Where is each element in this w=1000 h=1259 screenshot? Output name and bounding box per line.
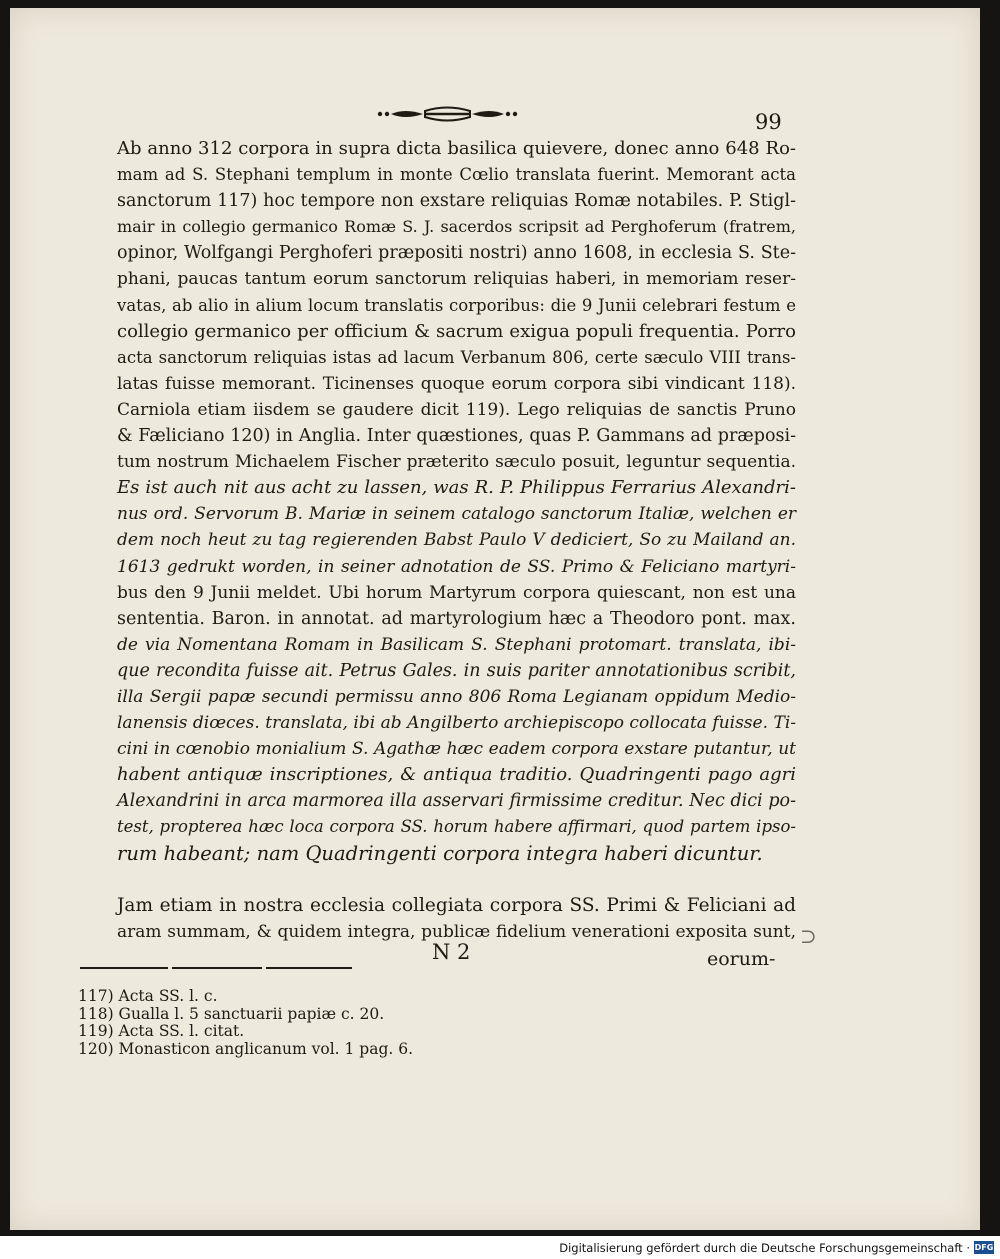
text-line: Alexandrini in arca marmorea illa asservari firmissime creditur. Nec dici po-: [117, 791, 796, 812]
text-line: vatas, ab alio in alium locum translatis corporibus: die 9 Junii celebrari festum e: [117, 295, 796, 315]
text-line: bus den 9 Junii meldet. Ubi horum Martyrum corpora quiescant, non est una: [117, 582, 796, 603]
text-line: rum habeant; nam Quadringenti corpora integra haberi dicuntur.: [117, 841, 763, 865]
text-line: acta sanctorum reliquias istas ad lacum Verbanum 806, certe sæculo VIII trans-: [117, 347, 796, 367]
text-line: que recondita fuisse ait. Petrus Gales. in suis pariter annotationibus scribit,: [117, 660, 796, 681]
text-line: latas fuisse memorant. Ticinenses quoque eorum corpora sibi vindicant 118).: [117, 373, 796, 394]
catchword: eorum-: [707, 948, 776, 970]
text-line: Carniola etiam iisdem se gaudere dicit 119). Lego reliquias de sanctis Pruno: [117, 399, 796, 420]
footnote: 120) Monasticon anglicanum vol. 1 pag. 6.: [78, 1039, 414, 1058]
text-line: aram summam, & quidem integra, publicæ fidelium venerationi exposita sunt,: [117, 921, 796, 942]
text-line: de via Nomentana Romam in Basilicam S. Stephani protomart. translata, ibi-: [117, 634, 796, 655]
footer-credit: Digitalisierung gefördert durch die Deutsche Forschungsgemeinschaft ·: [559, 1241, 970, 1255]
text-line: Ab anno 312 corpora in supra dicta basilica quievere, donec anno 648 Ro-: [117, 138, 796, 159]
margin-mark: ⊃: [800, 924, 817, 948]
text-line: sententia. Baron. in annotat. ad martyrologium hæc a Theodoro pont. max.: [117, 608, 796, 629]
page-number: 99: [755, 110, 782, 134]
text-line: sanctorum 117) hoc tempore non exstare reliquias Romæ notabiles. P. Stigl-: [117, 191, 796, 212]
footnote: 118) Gualla l. 5 sanctuarii papiæ c. 20.: [78, 1004, 385, 1023]
text-line: habent antiquæ inscriptiones, & antiqua traditio. Quadringenti pago agri: [117, 764, 796, 786]
paragraph-gap: [117, 867, 796, 893]
text-line: illa Sergii papæ secundi permissu anno 806 Roma Legianam oppidum Medio-: [117, 686, 796, 707]
text-line: dem noch heut zu tag regierenden Babst Paulo V dediciert, So zu Mailand an.: [117, 530, 796, 551]
text-line: test, propterea hæc loca corpora SS. horum habere affirmari, quod partem ipso-: [117, 817, 796, 837]
text-line: phani, paucas tantum eorum sanctorum reliquias haberi, in memoriam reser-: [117, 269, 796, 290]
text-line: mair in collegio germanico Romæ S. J. sacerdos scripsit ad Perghoferum (fratrem,: [117, 217, 796, 237]
text-line: collegio germanico per officium & sacrum exigua populi frequentia. Porro: [117, 320, 796, 342]
text-line: nus ord. Servorum B. Mariæ in seinem catalogo sanctorum Italiæ, welchen er: [117, 504, 796, 525]
signature-mark: N 2: [432, 940, 471, 964]
dfg-logo-icon: DFG: [974, 1243, 994, 1252]
footnote-rule-1: [80, 967, 168, 969]
text-line: 1613 gedrukt worden, in seiner adnotation de SS. Primo & Feliciano martyri-: [117, 556, 796, 577]
footnotes: [78, 988, 413, 1058]
text-line: opinor, Wolfgangi Perghoferi præpositi nostri) anno 1608, in ecclesia S. Ste-: [117, 243, 796, 264]
footnote-rule-3: [266, 967, 352, 969]
text-line: Jam etiam in nostra ecclesia collegiata corpora SS. Primi & Feliciani ad: [117, 894, 796, 916]
main-text: [117, 136, 796, 945]
text-line: Es ist auch nit aus acht zu lassen, was R. P. Philippus Ferrarius Alexandri-: [117, 477, 796, 499]
text-line: cini in cœnobio monialium S. Agathæ hæc eadem corpora exstare putantur, ut: [117, 739, 796, 760]
text-line: tum nostrum Michaelem Fischer præterito sæculo posuit, leguntur sequentia.: [117, 452, 796, 473]
footnote: 119) Acta SS. l. citat.: [78, 1022, 245, 1040]
text-line: lanensis diœces. translata, ibi ab Angilberto archiepiscopo collocata fuisse. Ti-: [117, 713, 796, 734]
footnote-rule-2: [172, 967, 262, 969]
text-line: & Fæliciano 120) in Anglia. Inter quæstiones, quas P. Gammans ad præposi-: [117, 426, 796, 447]
text-line: mam ad S. Stephani templum in monte Cœlio translata fuerint. Memorant acta: [117, 165, 796, 185]
paragraph-2: [117, 893, 796, 945]
typographic-ornament-icon: [375, 106, 520, 122]
footnote: 117) Acta SS. l. c.: [78, 987, 218, 1005]
paragraph-1: [117, 136, 796, 867]
